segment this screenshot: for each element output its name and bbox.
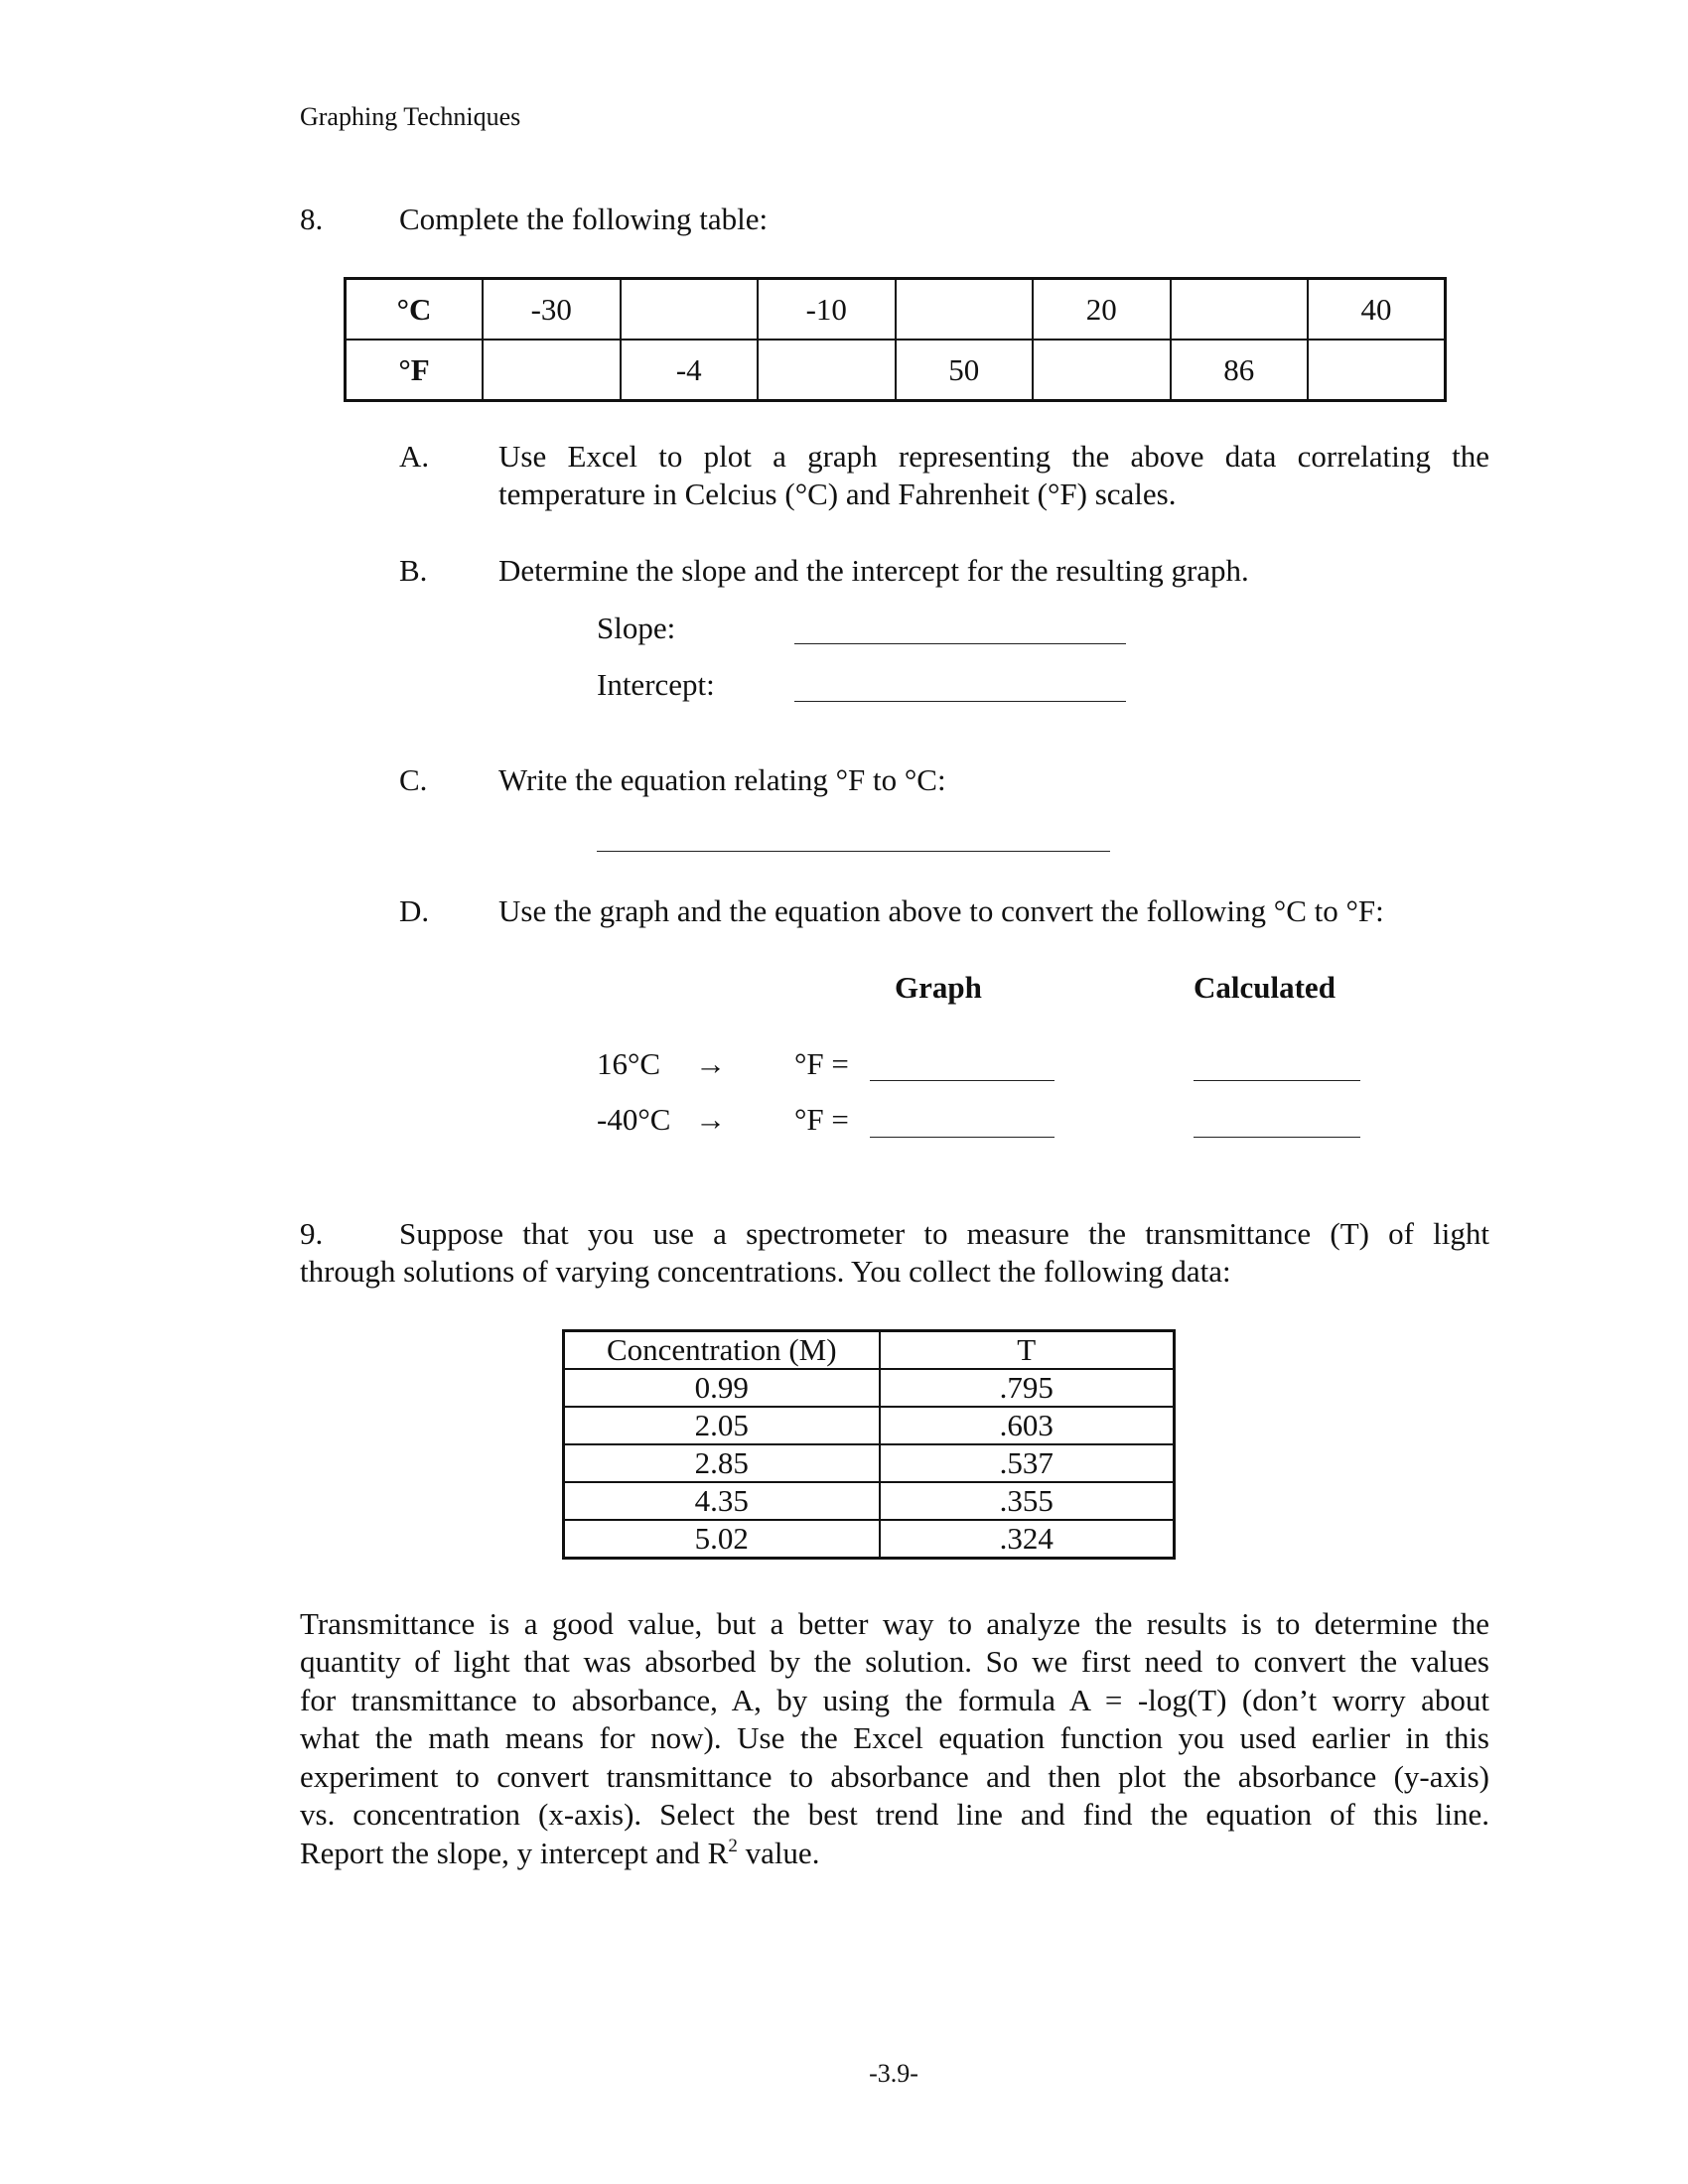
conversion-input-minus40c: -40°C <box>597 1102 671 1137</box>
paragraph-line-7 <box>300 1835 819 1872</box>
table-cell: -10 <box>758 279 896 341</box>
column-header-concentration: Concentration (M) <box>564 1331 880 1370</box>
fahrenheit-equals-label: °F = <box>794 1046 849 1081</box>
concentration-cell: 2.05 <box>564 1407 880 1444</box>
table-cell-blank[interactable] <box>896 279 1034 341</box>
part-a-letter: A. <box>399 439 430 474</box>
part-d-text: Use the graph and the equation above to convert the following °C to °F: <box>498 893 1384 928</box>
running-header: Graphing Techniques <box>300 102 521 131</box>
concentration-cell: 2.85 <box>564 1444 880 1482</box>
temperature-table <box>344 277 1447 402</box>
part-b-letter: B. <box>399 553 428 588</box>
graph-column-header: Graph <box>895 970 982 1005</box>
part-a-line-2: temperature in Celcius (°C) and Fahrenheit (°F) scales. <box>498 477 1177 511</box>
table-cell-blank[interactable] <box>1308 340 1446 401</box>
question-9-line-2: through solutions of varying concentrations. You collect the following data: <box>300 1254 1231 1289</box>
table-cell: 20 <box>1033 279 1171 341</box>
column-header-transmittance: T <box>880 1331 1175 1370</box>
table-cell: 50 <box>896 340 1034 401</box>
superscript-2: 2 <box>728 1836 738 1856</box>
intercept-label: Intercept: <box>597 667 715 702</box>
slope-answer-blank[interactable] <box>794 643 1126 644</box>
table-cell: 86 <box>1171 340 1309 401</box>
fahrenheit-row <box>346 340 1446 401</box>
intercept-answer-blank[interactable] <box>794 701 1126 702</box>
table-cell: -30 <box>483 279 621 341</box>
part-c-letter: C. <box>399 762 428 797</box>
table-row <box>564 1520 1175 1559</box>
calculated-answer-blank-16c[interactable] <box>1194 1080 1360 1081</box>
paragraph-line-1: Transmittance is a good value, but a better way to analyze the results is to determine the <box>300 1606 1489 1641</box>
arrow-right-icon: → <box>695 1046 726 1081</box>
table-cell-blank[interactable] <box>483 340 621 401</box>
question-8-number: 8. <box>300 202 324 236</box>
transmittance-table <box>562 1329 1176 1560</box>
table-cell-blank[interactable] <box>1171 279 1309 341</box>
table-cell-blank[interactable] <box>758 340 896 401</box>
transmittance-cell: .355 <box>880 1482 1175 1520</box>
table-row <box>564 1444 1175 1482</box>
question-9-line-1: Suppose that you use a spectrometer to measure the transmittance (T) of light <box>399 1216 1489 1251</box>
part-b-text: Determine the slope and the intercept for the resulting graph. <box>498 553 1249 588</box>
table-cell: -4 <box>621 340 759 401</box>
paragraph-text: value. <box>737 1836 820 1870</box>
arrow-right-icon: → <box>695 1102 726 1137</box>
equation-answer-blank[interactable] <box>597 851 1110 852</box>
transmittance-cell: .603 <box>880 1407 1175 1444</box>
calculated-answer-blank-minus40c[interactable] <box>1194 1137 1360 1138</box>
part-c-text: Write the equation relating °F to °C: <box>498 762 946 797</box>
table-row <box>564 1482 1175 1520</box>
page-number: -3.9- <box>869 2059 918 2088</box>
table-header-row <box>564 1331 1175 1370</box>
table-row <box>564 1407 1175 1444</box>
part-a-line-1: Use Excel to plot a graph representing the above data correlating the <box>498 439 1489 474</box>
concentration-cell: 0.99 <box>564 1369 880 1407</box>
paragraph-line-5: experiment to convert transmittance to absorbance and then plot the absorbance (y-axis) <box>300 1759 1489 1794</box>
paragraph-line-2: quantity of light that was absorbed by the solution. So we first need to convert the values <box>300 1644 1489 1679</box>
transmittance-cell: .537 <box>880 1444 1175 1482</box>
graph-answer-blank-minus40c[interactable] <box>870 1137 1055 1138</box>
calculated-column-header: Calculated <box>1194 970 1336 1005</box>
table-cell-blank[interactable] <box>1033 340 1171 401</box>
table-row <box>564 1369 1175 1407</box>
slope-label: Slope: <box>597 611 676 645</box>
question-9-number: 9. <box>300 1216 324 1251</box>
table-cell-blank[interactable] <box>621 279 759 341</box>
concentration-cell: 5.02 <box>564 1520 880 1559</box>
graph-answer-blank-16c[interactable] <box>870 1080 1055 1081</box>
row-label-celsius: °C <box>346 279 484 341</box>
fahrenheit-equals-label: °F = <box>794 1102 849 1137</box>
conversion-input-16c: 16°C <box>597 1046 661 1081</box>
table-cell: 40 <box>1308 279 1446 341</box>
paragraph-line-4: what the math means for now). Use the Excel equation function you used earlier in this <box>300 1720 1489 1755</box>
concentration-cell: 4.35 <box>564 1482 880 1520</box>
part-d-letter: D. <box>399 893 430 928</box>
paragraph-text: Report the slope, y intercept and R <box>300 1836 729 1870</box>
celsius-row <box>346 279 1446 341</box>
transmittance-cell: .324 <box>880 1520 1175 1559</box>
transmittance-cell: .795 <box>880 1369 1175 1407</box>
paragraph-line-6: vs. concentration (x-axis). Select the best trend line and find the equation of this line. <box>300 1797 1489 1832</box>
row-label-fahrenheit: °F <box>346 340 484 401</box>
paragraph-line-3: for transmittance to absorbance, A, by using the formula A = -log(T) (don’t worry about <box>300 1683 1489 1717</box>
question-8-prompt: Complete the following table: <box>399 202 769 236</box>
